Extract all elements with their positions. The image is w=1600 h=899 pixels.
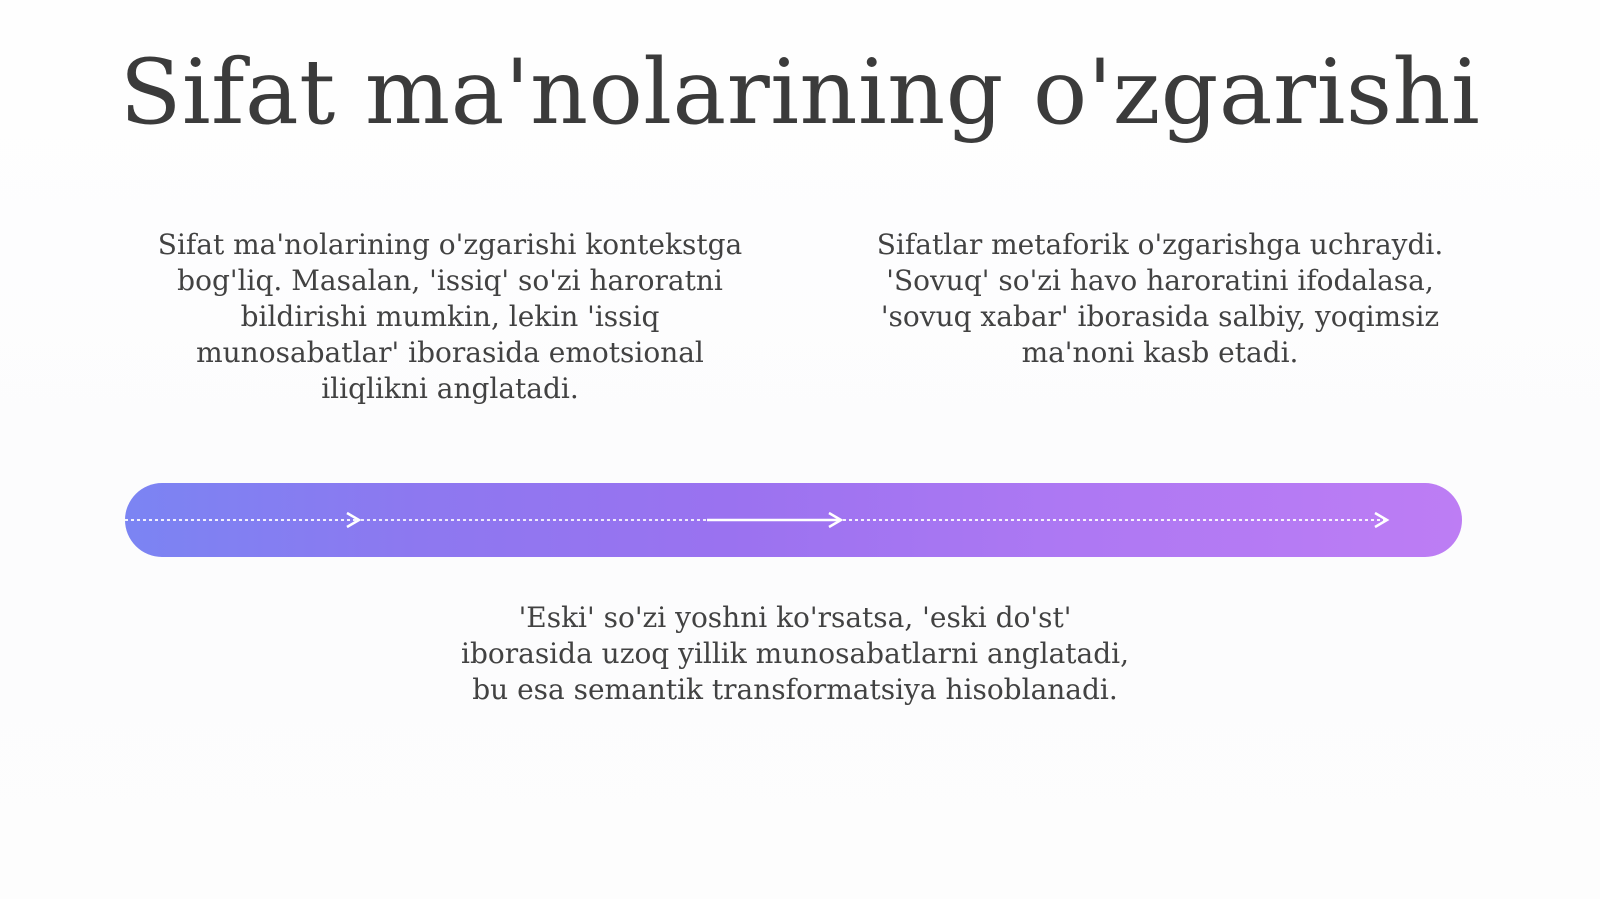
paragraph-right: Sifatlar metaforik o'zgarishga uchraydi. 'Sovuq' so'zi havo haroratini ifodalasa, 'sovuq xabar' iborasida salbiy, yoqimsiz ma'noni kasb etadi. [876,228,1444,369]
slide-title: Sifat ma'nolarining o'zgarishi [119,40,1481,145]
paragraph-bottom: 'Eski' so'zi yoshni ko'rsatsa, 'eski do'st' iborasida uzoq yillik munosabatlarni anglatadi, bu esa semantik transformatsiya hisoblanadi. [461,601,1129,706]
timeline-bar [125,483,1462,557]
paragraph-left: Sifat ma'nolarining o'zgarishi kontekstga bog'liq. Masalan, 'issiq' so'zi haroratni bildirishi mumkin, lekin 'issiq munosabatlar' iborasida emotsional iliqlikni anglatadi. [157,228,743,405]
timeline-arrows [125,483,1462,557]
arrow-head-3-icon [1375,513,1387,527]
